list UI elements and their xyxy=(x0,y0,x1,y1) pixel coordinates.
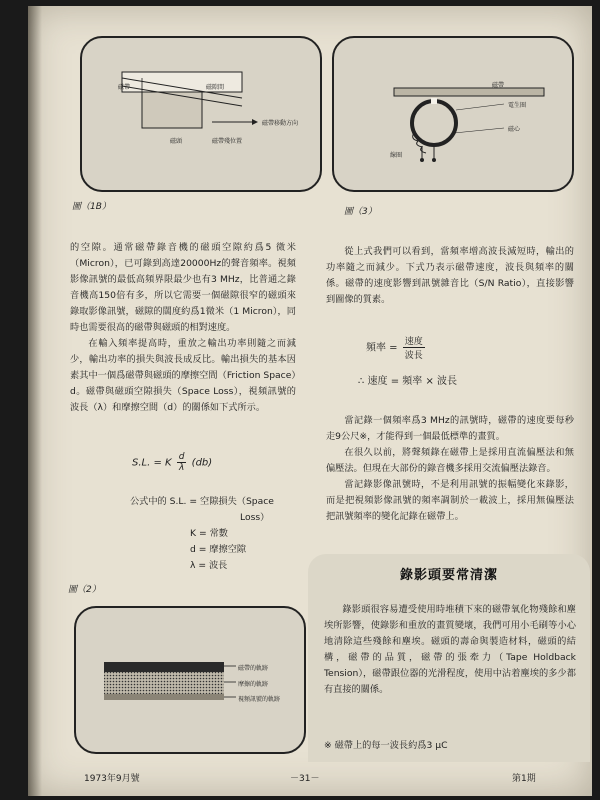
figure-3-diagram xyxy=(334,38,572,190)
legend-line-3: K = 常數 xyxy=(190,528,228,539)
fig3-label-tape: 磁帶 xyxy=(492,82,505,89)
fig2-label-3: 視頻訊號的軌跡 xyxy=(238,696,281,703)
legend-line-5: λ = 波長 xyxy=(190,560,228,571)
fig3-label-coil: 電生圈 xyxy=(508,102,527,109)
left-column-text xyxy=(70,240,296,416)
fig3-label-winding: 線圈 xyxy=(390,152,403,159)
space-loss-formula xyxy=(132,452,212,473)
figure-3 xyxy=(332,36,574,192)
right-paragraph-1: 從上式我們可以看到，當頻率增高波長減短時，輸出的功率隨之而減少。下式乃表示磁帶速度，波長與頻率的關係。磁帶的速度影響到訊號雜音比（S/N Ratio），直接影響到圖像的質素。 xyxy=(326,246,574,305)
left-paragraph-2: 在輸入頻率提高時，重放之輸出功率則隨之而減少，輸出功率的損失與波長成反比。輸出損失的基本因素其中一個爲磁帶與磁頭的摩擦空間（Friction Space）d。磁帶與磁頭空隙損失（Space Loss），視頻訊號的波長（λ）和摩擦空間（d）的關係如下式所示。 xyxy=(70,338,296,413)
figure-1b-diagram xyxy=(82,38,320,190)
freq-formula-numerator: 速度 xyxy=(403,334,425,348)
tip-body-text: 錄影頭很容易遭受使用時堆積下來的磁帶氧化物殘餘和塵埃所影響，使錄影和重放的畫質變壞，我們可用小毛刷等小心地清除這些殘餘和塵埃。磁頭的壽命與製造材料，磁頭的結構，磁帶的品質，磁帶的張牽力（Tape Holdback Tension），磁帶跟位器的光滑程度，使用中沾着塵埃的多少都有直接的關係。 xyxy=(324,604,576,695)
legend-line-4: d = 摩擦空隙 xyxy=(190,544,247,555)
fig2-label-1: 磁帶的軌跡 xyxy=(238,665,269,672)
formula-denominator: λ xyxy=(178,463,185,473)
fig1b-label-position: 磁帶殘位置 xyxy=(212,138,243,145)
right-column-para-1 xyxy=(326,244,574,308)
tip-body xyxy=(324,602,576,698)
fig3-label-core: 磁心 xyxy=(508,126,521,133)
footer-page-number: －31－ xyxy=(290,774,320,784)
fig1b-label-direction: 磁帶移動方向 xyxy=(262,120,299,127)
frequency-formula xyxy=(366,334,427,361)
figure-1b-caption: 圖（1B） xyxy=(72,202,111,212)
figure-1b xyxy=(80,36,322,192)
formula-fraction xyxy=(177,452,187,473)
right-paragraph-2: 當記錄一個頻率爲3 MHz的訊號時，磁帶的速度要每秒走9公尺※，才能得到一個最低標準的畫質。 xyxy=(326,415,574,442)
tip-box xyxy=(308,554,590,762)
formula-numerator: d xyxy=(178,452,185,462)
formula-lhs: S.L. = K xyxy=(132,457,172,469)
figure-2-diagram xyxy=(76,608,304,752)
footer-date: 1973年9月號 xyxy=(84,774,140,784)
footer-issue: 第1期 xyxy=(512,774,536,784)
spine-shadow xyxy=(28,6,42,796)
right-paragraph-4: 當記錄影像訊號時，不是利用訊號的振幅變化來錄影，而是把視頻影像訊號的頻率調制於一載波上，採用無偏壓法把訊號頻率的變化記錄在磁帶上。 xyxy=(326,479,574,522)
legend-line-2: Loss） xyxy=(240,512,270,523)
left-paragraph-1: 的空隙。通常磁帶錄音機的磁頭空隙約爲5 微米（Micron），已可錄到高達20000Hz的聲音頻率。視頻影像訊號的最低高頻界限最少也有3 MHz，比普通之錄音機高150倍有多，所以它需要一個磁隙很窄的磁頭來錄取影像訊號，磁隙的闊度約爲1微米（1 Micron），同時也需要很高的磁帶與磁頭的相對速度。 xyxy=(70,242,296,333)
right-column-text-lower xyxy=(326,413,574,525)
figure-2-caption: 圖（2） xyxy=(68,585,101,595)
right-paragraph-3: 在很久以前，將聲頻錄在磁帶上是採用直流偏壓法和無偏壓法。但現在大部份的錄音機多採用交流偏壓法錄音。 xyxy=(326,447,574,474)
speed-formula-text: ∴ 速度 = 頻率 × 波長 xyxy=(358,376,458,387)
figure-3-caption: 圖（3） xyxy=(344,207,377,217)
fig1b-label-head: 磁頭 xyxy=(170,138,183,145)
tip-footnote: ※ 磁帶上的每一波長約爲3 μC xyxy=(324,740,448,751)
freq-formula-lhs: 頻率 = xyxy=(366,342,398,354)
speed-formula xyxy=(358,372,457,387)
fig1b-label-gap: 磁隙間 xyxy=(206,84,225,91)
freq-formula-denominator: 波長 xyxy=(404,351,423,361)
fig2-label-2: 摩擦的軌跡 xyxy=(238,681,269,688)
figure-2 xyxy=(74,606,306,754)
freq-formula-fraction xyxy=(403,334,425,361)
fig1b-label-tape: 磁帶 xyxy=(118,84,131,91)
tip-title: 錄影頭要常清潔 xyxy=(399,568,498,583)
legend-line-1: 公式中的 S.L. = 空隙損失（Space xyxy=(130,496,274,507)
formula-unit: (db) xyxy=(191,457,213,469)
magazine-page xyxy=(28,6,592,796)
